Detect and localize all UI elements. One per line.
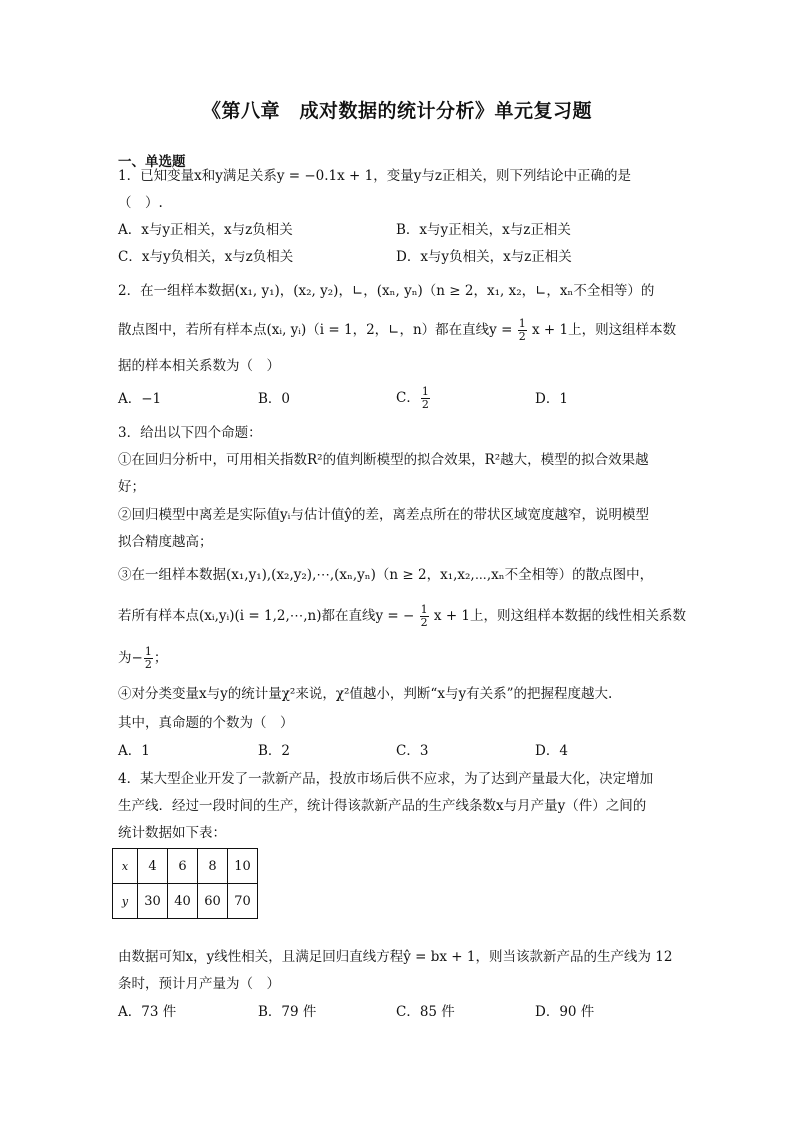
q3-stem: 3．给出以下四个命题： xyxy=(118,425,262,441)
q3-prop3-line1: ③在一组样本数据(x₁,y₁),(x₂,y₂),⋯,(xₙ,yₙ)（n ≥ 2，x₁,x₂,⋯,xₙ不全相等）的散点图中， xyxy=(118,567,654,583)
q3-prop3-line3-a: 为− xyxy=(118,650,143,666)
q3-option-c: C．3 xyxy=(396,743,429,759)
q3-prop3-line2-a: 若所有样本点(xᵢ,yᵢ)(i = 1,2,⋯,n)都在直线y = − xyxy=(118,608,415,624)
q2-option-a: A．−1 xyxy=(118,391,162,407)
q1-option-d: D．x与y负相关，x与z正相关 xyxy=(396,249,572,265)
q3-prop4: ④对分类变量x与y的统计量χ²来说，χ²值越小，判断“x与y有关系”的把握程度越大. xyxy=(118,686,613,702)
q4-option-a: A．73 件 xyxy=(118,1004,177,1020)
q2-stem-line2-b: x + 1上，则这组样本数 xyxy=(532,322,677,338)
q3-prop3-line3-fraction xyxy=(144,646,153,671)
q4-stem-line2: 生产线．经过一段时间的生产，统计得该款新产品的生产线条数x与月产量y（件）之间的 xyxy=(118,798,647,814)
q4-stem-line1: 4．某大型企业开发了一款新产品，投放市场后供不应求，为了达到产量最大化，决定增加 xyxy=(118,771,654,787)
q3-prop3-fraction xyxy=(420,604,429,629)
q3-option-a: A．1 xyxy=(118,743,150,759)
q1-stem-line2: （ ）. xyxy=(118,195,163,211)
q2-option-c-num: 1 xyxy=(421,385,429,398)
table-cell: 30 xyxy=(138,884,168,919)
q3-prop2-line2: 拟合精度越高； xyxy=(118,534,213,550)
q4-option-d: D．90 件 xyxy=(535,1004,595,1020)
q3-prop1-line1: ①在回归分析中，可用相关指数R²的值判断模型的拟合效果，R²越大，模型的拟合效果越 xyxy=(118,452,649,468)
table-cell: 8 xyxy=(198,849,228,884)
q2-option-b: B．0 xyxy=(258,391,291,407)
q3-prop3-line3-b: ； xyxy=(153,650,168,666)
q2-option-c xyxy=(396,386,431,411)
q3-ask: 其中，真命题的个数为（ ） xyxy=(118,715,294,731)
q2-frac-den: 2 xyxy=(518,330,526,343)
q3-option-d: D．4 xyxy=(535,743,568,759)
q1-option-c: C．x与y负相关，x与z负相关 xyxy=(118,249,294,265)
q2-option-d: D．1 xyxy=(535,391,568,407)
q4-after-line2: 条时，预计月产量为（ ） xyxy=(118,976,280,992)
q3-prop3-frac-den: 2 xyxy=(420,616,428,629)
table-cell: 10 xyxy=(228,849,258,884)
table-cell-y-label: y xyxy=(113,884,138,919)
q2-frac-num: 1 xyxy=(518,317,526,330)
q3-prop3-line3-num: 1 xyxy=(144,645,152,658)
q3-prop3-line2-b: x + 1上，则这组样本数据的线性相关系数 xyxy=(433,608,687,624)
section-heading: 一、单选题 xyxy=(118,154,186,170)
q2-option-c-fraction xyxy=(421,386,430,411)
table-cell: 4 xyxy=(138,849,168,884)
q4-stem-line3: 统计数据如下表： xyxy=(118,825,226,841)
q4-data-table xyxy=(112,848,258,919)
q1-option-b: B．x与y正相关，x与z正相关 xyxy=(396,222,571,238)
table-row-y xyxy=(113,884,258,919)
table-cell: 70 xyxy=(228,884,258,919)
table-row-x xyxy=(113,849,258,884)
q3-prop3-line2 xyxy=(118,604,686,629)
q3-prop1-line2: 好； xyxy=(118,479,145,495)
q3-prop3-line3-den: 2 xyxy=(144,658,152,671)
q1-stem-line1: 1．已知变量x和y满足关系y = −0.1x + 1，变量y与z正相关，则下列结论中正确的是 xyxy=(118,168,631,184)
q2-option-c-prefix: C． xyxy=(396,390,420,406)
q4-option-b: B．79 件 xyxy=(258,1004,317,1020)
q2-stem-line2 xyxy=(118,318,676,343)
table-cell: 60 xyxy=(198,884,228,919)
table-cell-x-label: x xyxy=(113,849,138,884)
q2-stem-line1: 2．在一组样本数据(x₁, y₁)，(x₂, y₂)，∟，(xₙ, yₙ)（n ≥ 2，x₁, x₂，∟，xₙ不全相等）的 xyxy=(118,283,655,299)
q4-option-c: C．85 件 xyxy=(396,1004,455,1020)
q3-prop3-frac-num: 1 xyxy=(420,603,428,616)
q2-fraction xyxy=(518,318,527,343)
q1-option-a: A．x与y正相关，x与z负相关 xyxy=(118,222,293,238)
table-cell: 6 xyxy=(168,849,198,884)
page-title: 《第八章 成对数据的统计分析》单元复习题 xyxy=(201,100,592,122)
q3-option-b: B．2 xyxy=(258,743,291,759)
q2-stem-line2-a: 散点图中，若所有样本点(xᵢ, yᵢ)（i = 1，2，∟，n）都在直线y = xyxy=(118,322,513,338)
q2-option-c-den: 2 xyxy=(421,398,429,411)
q3-prop2-line1: ②回归模型中离差是实际值yᵢ与估计值ŷ的差，离差点所在的带状区域宽度越窄，说明模型 xyxy=(118,507,649,523)
q2-stem-line3: 据的样本相关系数为（ ） xyxy=(118,358,280,374)
table-cell: 40 xyxy=(168,884,198,919)
q4-after-line1: 由数据可知x，y线性相关，且满足回归直线方程ŷ = bx + 1，则当该款新产品的生产线为 12 xyxy=(118,949,673,965)
q3-prop3-line3 xyxy=(118,646,167,671)
